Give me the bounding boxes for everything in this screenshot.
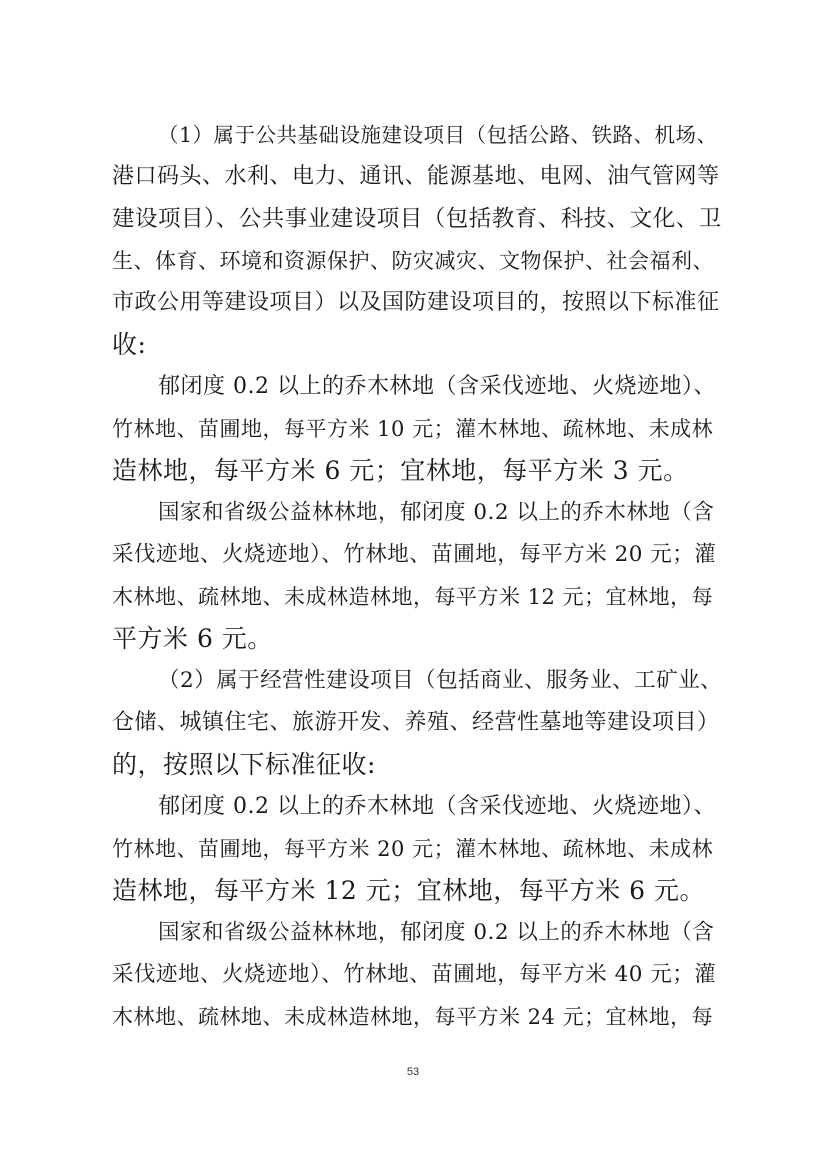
text-line: 生、体育、环境和资源保护、防灾减灾、文物保护、社会福利、 bbox=[112, 249, 714, 273]
text-line: 郁闭度 0.2 以上的乔木林地（含采伐迹地、火烧迹地）、 bbox=[158, 794, 716, 819]
text-line: 国家和省级公益林林地，郁闭度 0.2 以上的乔木林地（含 bbox=[158, 920, 715, 945]
text-line: 木林地、疏林地、未成林造林地，每平方米 24 元；宜林地，每 bbox=[112, 1005, 714, 1029]
text-line: 仓储、城镇住宅、旅游开发、养殖、经营性墓地等建设项目） bbox=[112, 710, 720, 735]
text-line: 木林地、疏林地、未成林造林地，每平方米 12 元；宜林地，每 bbox=[112, 585, 714, 609]
text-line: 采伐迹地、火烧迹地）、竹林地、苗圃地，每平方米 40 元；灌 bbox=[112, 962, 717, 987]
text-line: 市政公用等建设项目）以及国防建设项目的，按照以下标准征 bbox=[112, 290, 720, 315]
text-line: 港口码头、水利、电力、通讯、能源基地、电网、油气管网等 bbox=[112, 164, 720, 189]
text-line: 造林地，每平方米 12 元；宜林地，每平方米 6 元。 bbox=[112, 876, 706, 905]
text-line: 平方米 6 元。 bbox=[112, 624, 273, 653]
text-line: 竹林地、苗圃地，每平方米 10 元；灌木林地、疏林地、未成林 bbox=[112, 417, 714, 441]
text-line: （2）属于经营性建设项目（包括商业、服务业、工矿业、 bbox=[158, 668, 723, 693]
text-line: 国家和省级公益林林地，郁闭度 0.2 以上的乔木林地（含 bbox=[158, 500, 715, 525]
text-line: 采伐迹地、火烧迹地）、竹林地、苗圃地，每平方米 20 元；灌 bbox=[112, 542, 717, 567]
page-number: 53 bbox=[406, 1066, 420, 1078]
text-line: 郁闭度 0.2 以上的乔木林地（含采伐迹地、火烧迹地）、 bbox=[158, 374, 716, 399]
text-line: （1）属于公共基础设施建设项目（包括公路、铁路、机场、 bbox=[158, 123, 718, 147]
text-line: 收: bbox=[112, 330, 147, 359]
text-line: 的，按照以下标准征收: bbox=[112, 750, 376, 779]
text-line: 竹林地、苗圃地，每平方米 20 元；灌木林地、疏林地、未成林 bbox=[112, 837, 714, 861]
text-line: 建设项目）、公共事业建设项目（包括教育、科技、文化、卫 bbox=[112, 206, 722, 232]
text-line: 造林地，每平方米 6 元；宜林地，每平方米 3 元。 bbox=[112, 456, 689, 485]
